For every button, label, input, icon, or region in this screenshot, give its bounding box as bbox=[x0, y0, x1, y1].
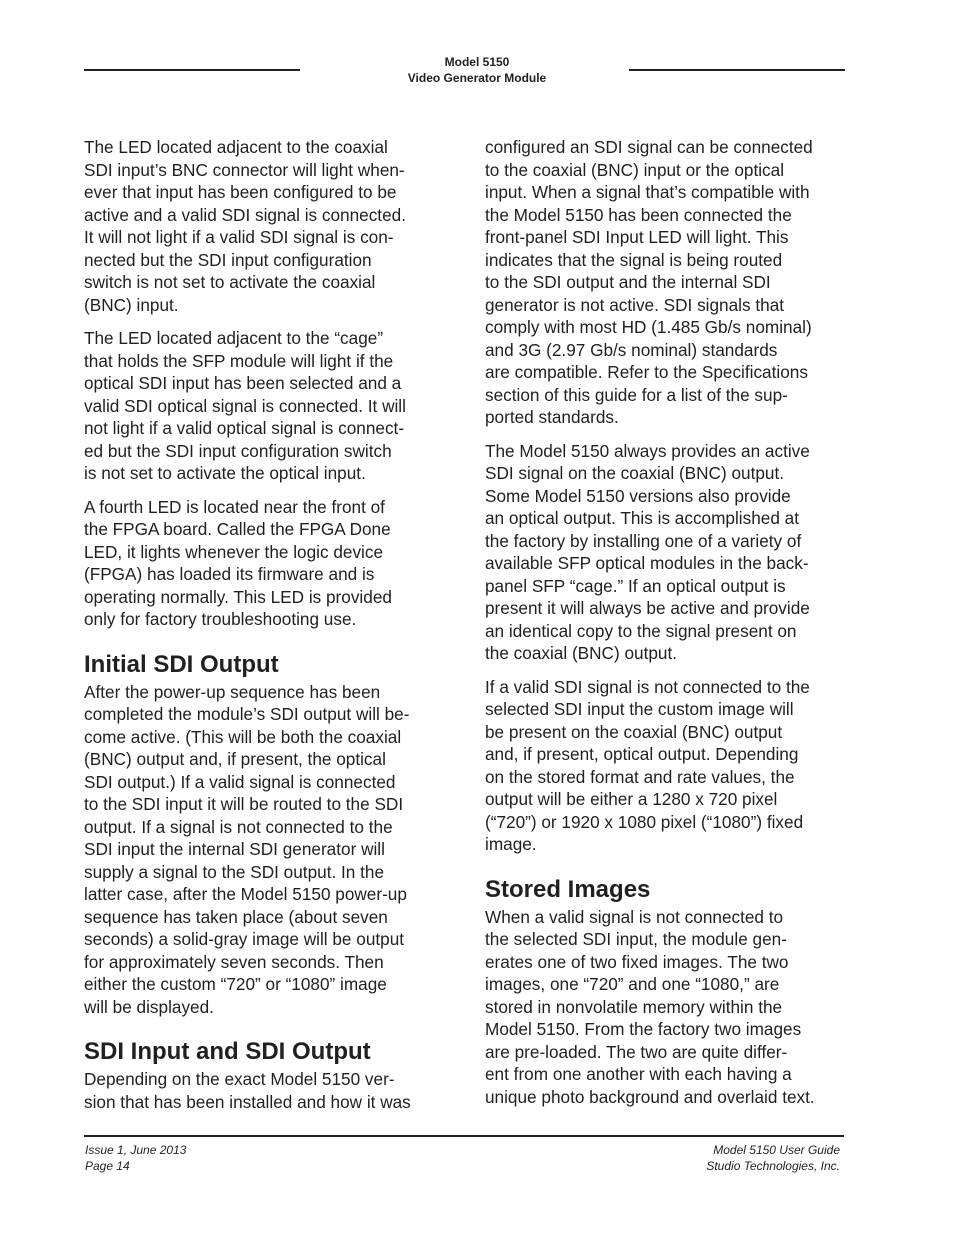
footer-company: Studio Technologies, Inc. bbox=[706, 1158, 840, 1173]
paragraph-sdi-input-output-start: Depending on the exact Model 5150 ver- sion that has been installed and how it was bbox=[84, 1069, 411, 1112]
heading-initial-sdi-output: Initial SDI Output bbox=[84, 650, 279, 678]
left-column bbox=[84, 136, 446, 1124]
paragraph-stored-images: When a valid signal is not connected to the selected SDI input, the module gen- erates one of two fixed images. The two images, one “720” and one “1080,” are stored in nonvolatile memory within the Model 5150. From the factory two images are pre-loaded. The two are quite differ- ent from one another with each having a unique photo background and overlaid text. bbox=[485, 906, 815, 1107]
heading-stored-images: Stored Images bbox=[485, 875, 651, 903]
paragraph-cage-led: The LED located adjacent to the “cage” that holds the SFP module will light if the optical SDI input has been selected and a valid SDI optical signal is connected. It will not light if a valid optical signal is connect- ed but the SDI input configuration switch is not set to activate the optical input. bbox=[84, 328, 406, 483]
paragraph-fpga-led: A fourth LED is located near the front of the FPGA board. Called the FPGA Done LED, it lights whenever the logic device (FPGA) has loaded its firmware and is operating normally. This LED is provided only for factory troubleshooting use. bbox=[84, 496, 392, 629]
header-rule-left bbox=[84, 69, 300, 71]
header-product: Video Generator Module bbox=[407, 71, 547, 85]
footer-left bbox=[85, 1143, 186, 1174]
paragraph-custom-image: If a valid SDI signal is not connected to the selected SDI input the custom image will be present on the coaxial (BNC) output and, if present, optical output. Depending on the stored format and rate values, the output will be either a 1280 x 720 pixel (“720”) or 1920 x 1080 pixel (“1080”) fixed image. bbox=[485, 676, 810, 854]
header-rule-right bbox=[629, 69, 845, 71]
header-model: Model 5150 bbox=[444, 55, 510, 69]
footer-issue: Issue 1, June 2013 bbox=[85, 1143, 187, 1157]
heading-sdi-input-output: SDI Input and SDI Output bbox=[84, 1038, 371, 1065]
right-column bbox=[485, 136, 850, 1119]
paragraph-sdi-input-output-cont: configured an SDI signal can be connected to the coaxial (BNC) input or the optical input. When a signal that’s compatible with the Model 5150 has been connected the front-panel SDI Input LED will light. This indicates that the signal is being routed to the SDI output and the internal SDI generator is not active. SDI signals that comply with most HD (1.485 Gb/s nominal) and 3G (2.97 Gb/s nominal) standards are compatible. Refer to the Specifications section of this guide for a list of the sup- ported standards. bbox=[485, 137, 813, 427]
paragraph-coaxial-led: The LED located adjacent to the coaxial SDI input’s BNC connector will light when- ever that input has been configured to be active and a valid SDI signal is connected. It will not light if a valid SDI signal is con- nected but the SDI input configuration switch is not set to activate the coaxial (BNC) input. bbox=[84, 137, 406, 315]
footer-right bbox=[706, 1143, 840, 1174]
footer-rule bbox=[84, 1135, 844, 1137]
footer-guide-title: Model 5150 User Guide bbox=[713, 1143, 840, 1157]
paragraph-initial-sdi-output: After the power-up sequence has been completed the module’s SDI output will be- come active. (This will be both the coaxial (BNC) output and, if present, the optical SDI output.) If a valid signal is connected to the SDI input it will be routed to the SDI output. If a signal is not connected to the SDI input the internal SDI generator will supply a signal to the SDI output. In the latter case, after the Model 5150 power-up sequence has taken place (about seven seconds) a solid-gray image will be output for approximately seven seconds. Then either the custom “720” or “1080” image will be displayed. bbox=[84, 681, 410, 1017]
paragraph-active-sdi-output: The Model 5150 always provides an active SDI signal on the coaxial (BNC) output. Some Model 5150 versions also provide an optical output. This is accomplished at the factory by installing one of a variety of available SFP optical modules in the back- panel SFP “cage.” If an optical output is present it will always be active and provide an identical copy to the signal present on the coaxial (BNC) output. bbox=[485, 440, 810, 663]
footer-page-number: Page 14 bbox=[85, 1158, 130, 1173]
